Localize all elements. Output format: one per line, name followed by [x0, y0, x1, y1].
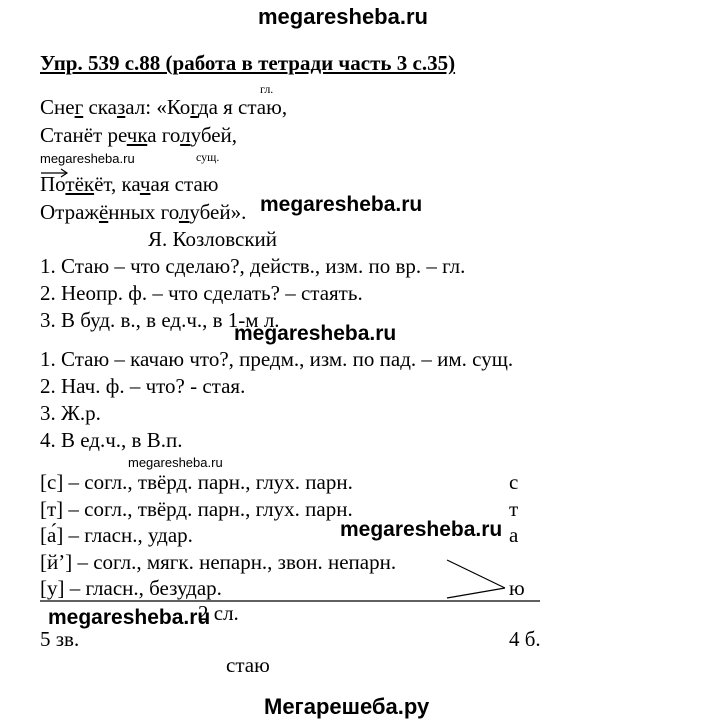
noun-analysis-2: 2. Нач. ф. – что? - стая.: [40, 374, 246, 398]
phonetic-row-5: [у] – гласн., безудар.: [40, 576, 222, 600]
phonetic-letter-5: ю: [509, 576, 525, 600]
verb-analysis-3: 3. В буд. в., в ед.ч., в 1-м л.: [40, 308, 280, 332]
exercise-title: Упр. 539 с.88 (работа в тетради часть 3 с.35): [40, 51, 456, 75]
watermark-inline-4: megaresheba.ru: [48, 606, 211, 629]
letter-count: 4 б.: [509, 627, 541, 651]
noun-analysis-3: 3. Ж.р.: [40, 401, 101, 425]
noun-analysis-4: 4. В ед.ч., в В.п.: [40, 428, 183, 452]
poem-line-4: Отражённых голубей».: [40, 200, 247, 224]
sound-count: 5 зв.: [40, 627, 80, 651]
watermark-top: megaresheba.ru: [258, 4, 428, 29]
poem-author: Я. Козловский: [148, 227, 278, 251]
phonetic-row-3: [а́] – гласн., удар.: [40, 523, 193, 547]
phonetic-letter-2: т: [509, 497, 519, 521]
poem-line-2: Станёт речка голубей,: [40, 123, 238, 147]
watermark-bottom: Мегарешеба.ру: [264, 694, 430, 719]
poem-line-3: Потёкёт, качая стаю: [40, 172, 219, 196]
poem-line-1: Снег сказал: «Когда я стаю,: [40, 95, 288, 119]
phonetic-row-2: [т] – согл., твёрд. парн., глух. парн.: [40, 497, 353, 521]
phonetic-row-1: [с] – согл., твёрд. парн., глух. парн.: [40, 470, 353, 494]
phonetic-row-4: [й’] – согл., мягк. непарн., звон. непарн.: [40, 550, 397, 574]
watermark-inline-1: megaresheba.ru: [260, 193, 423, 216]
analyzed-word: стаю: [226, 653, 270, 677]
mark-noun: сущ.: [196, 150, 220, 164]
watermark-small-2: megaresheba.ru: [128, 455, 223, 470]
verb-analysis-2: 2. Неопр. ф. – что сделать? – стаять.: [40, 281, 363, 305]
watermark-inline-3: megaresheba.ru: [340, 518, 503, 541]
noun-analysis-1: 1. Стаю – качаю что?, предм., изм. по пад. – им. сущ.: [40, 347, 514, 371]
syllable-count: 2 сл.: [198, 601, 239, 625]
mark-verb: гл.: [260, 82, 274, 96]
watermark-small-1: megaresheba.ru: [40, 151, 135, 166]
watermark-inline-2: megaresheba.ru: [234, 322, 397, 345]
verb-analysis-1: 1. Стаю – что сделаю?, действ., изм. по вр. – гл.: [40, 254, 466, 278]
phonetic-letter-3: а: [509, 523, 519, 547]
phonetic-letter-1: с: [509, 470, 519, 494]
